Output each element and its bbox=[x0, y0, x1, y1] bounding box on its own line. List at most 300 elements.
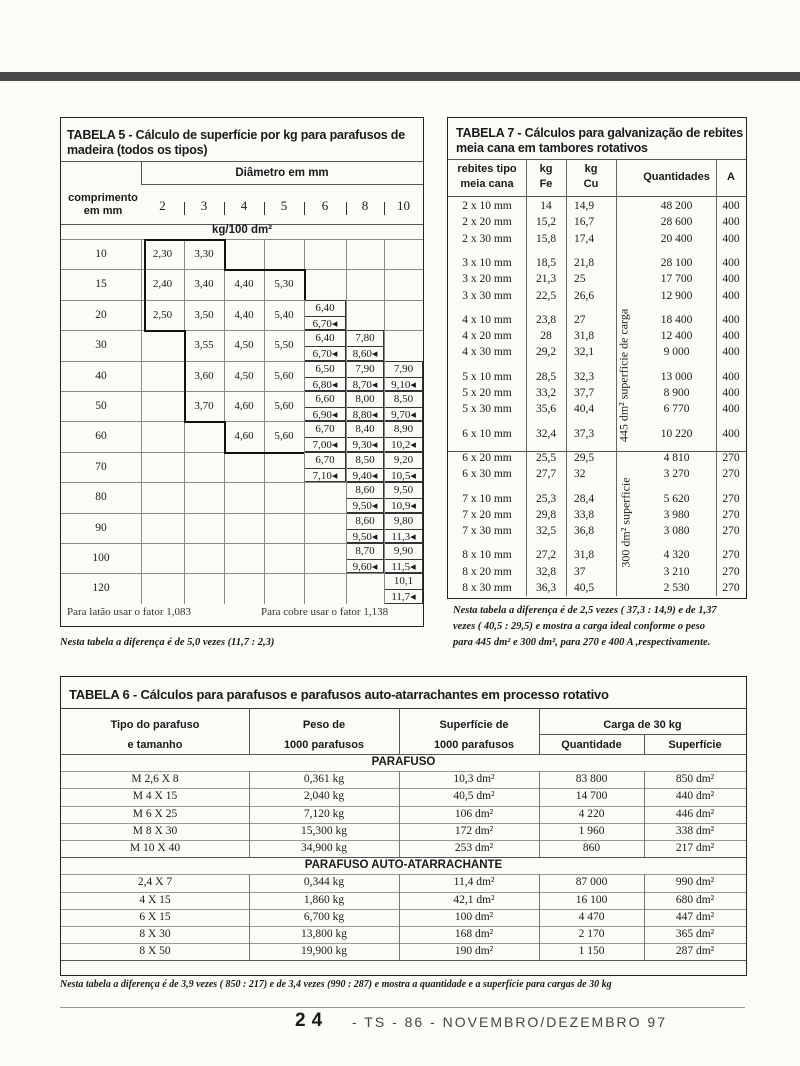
tabela-7-cell: 28,4 bbox=[574, 492, 595, 505]
kg-cell bbox=[346, 421, 384, 451]
tabela-7-cell: 400 bbox=[722, 289, 740, 302]
row-line bbox=[61, 960, 746, 961]
kg-cell bbox=[384, 361, 423, 391]
tabela-7-cell: 4 x 10 mm bbox=[462, 313, 512, 326]
tabela-6-cell: M 2,6 X 8 bbox=[131, 773, 179, 786]
kg-cell: 4,40 bbox=[234, 308, 254, 321]
header-line: kg bbox=[584, 163, 598, 175]
kg-cell-bottom: 10,2◂ bbox=[391, 439, 416, 452]
tabela-6-cell: 1,860 kg bbox=[303, 893, 345, 906]
kg-cell-bottom: 9,40◂ bbox=[352, 469, 378, 482]
tabela-7-cell: 35,6 bbox=[535, 403, 557, 416]
kg-cell: 2,50 bbox=[152, 308, 173, 321]
tabela-6-cell: 365 dm² bbox=[675, 928, 715, 940]
tabela-7-cell: 36,8 bbox=[574, 525, 595, 538]
nota-latao: Para latão usar o fator 1,083 bbox=[67, 606, 192, 618]
tabela-7-cell: 37 bbox=[574, 565, 586, 578]
kg-cell: 4,40 bbox=[234, 278, 254, 291]
kg-cell-bottom: 6,90◂ bbox=[312, 409, 338, 421]
kg-cell bbox=[304, 452, 346, 482]
tabela-6-cell: 4 470 bbox=[578, 910, 605, 923]
header-line: Quantidades bbox=[643, 171, 710, 183]
tabela-7-cell: 7 x 10 mm bbox=[462, 492, 512, 505]
tabela-6-cell: 2 170 bbox=[578, 928, 605, 940]
tabela-7-cell: 37,7 bbox=[574, 387, 595, 399]
tabela-6-cell: 4 X 15 bbox=[139, 893, 171, 906]
kg-cell-top: 8,50 bbox=[347, 453, 383, 469]
tabela-6-cell: 1 150 bbox=[578, 945, 605, 958]
kg-cell: 5,40 bbox=[274, 308, 294, 321]
col-line bbox=[384, 239, 385, 604]
tabela-7-cell: 5 x 10 mm bbox=[462, 370, 512, 383]
tabela-7-row bbox=[448, 491, 746, 507]
kg-cell-top: 9,50 bbox=[385, 483, 422, 499]
tabela-7-cell: 270 bbox=[722, 492, 740, 505]
kg-cell bbox=[346, 513, 384, 543]
kg-cell-top: 8,70 bbox=[347, 544, 383, 560]
tabela-7-cell: 22,5 bbox=[535, 289, 557, 302]
page-number: 24 bbox=[295, 1010, 329, 1031]
tabela-7-body bbox=[448, 198, 746, 596]
kg-cell bbox=[346, 452, 384, 482]
tabela-7-cell: 4 x 30 mm bbox=[462, 346, 512, 359]
tabela-6-cell: 42,1 dm² bbox=[453, 893, 495, 906]
kg-cell bbox=[304, 361, 346, 391]
tabela-6-cell: 0,361 kg bbox=[303, 773, 345, 786]
h-superf: Superfície bbox=[668, 739, 722, 751]
tabela-7-cell: 26,6 bbox=[574, 289, 595, 302]
comprimento-value: 20 bbox=[95, 308, 107, 321]
diametro-sep bbox=[384, 202, 385, 215]
kg-cell: 5,60 bbox=[274, 369, 294, 382]
tabela-7-row bbox=[448, 271, 746, 287]
tabela-6-cell: M 6 X 25 bbox=[132, 807, 178, 820]
tabela-7-cell: 8 900 bbox=[663, 387, 690, 399]
tabela-7-cell: 2 530 bbox=[663, 582, 690, 594]
tabela-7-title-2: meia cana em tambores rotativos bbox=[456, 141, 648, 155]
tabela-7-cell: 400 bbox=[722, 330, 740, 343]
kg-cell bbox=[384, 513, 423, 543]
tabela-7-cell: 3 x 10 mm bbox=[462, 256, 512, 269]
tabela-7-row bbox=[448, 312, 746, 328]
kg-cell: 2,40 bbox=[152, 278, 173, 291]
tabela-6-cell: 8 X 30 bbox=[139, 928, 171, 940]
tabela-5-title-2: madeira (todos os tipos) bbox=[67, 143, 208, 157]
col-line bbox=[539, 874, 540, 960]
comprimento-label: comprimento em mm bbox=[68, 192, 138, 217]
tabela-7-row bbox=[448, 466, 746, 482]
kg-cell-bottom: 9,10◂ bbox=[391, 378, 416, 391]
tabela-6-cell: 4 220 bbox=[578, 807, 605, 820]
tabela-6-body bbox=[61, 754, 746, 969]
tabela-6-cell: 6,700 kg bbox=[303, 910, 345, 923]
kg-cell bbox=[384, 543, 423, 573]
kg-cell-bottom: 11,3◂ bbox=[391, 530, 416, 543]
diametro-sep bbox=[224, 202, 225, 215]
kg-cell: 5,50 bbox=[274, 339, 294, 352]
kg-cell bbox=[384, 391, 423, 421]
kg-cell bbox=[304, 421, 346, 451]
tabela-6-cell: M 8 X 30 bbox=[132, 824, 178, 837]
tabela-7-cell: 6 x 20 mm bbox=[462, 451, 512, 464]
kg-cell: 4,60 bbox=[234, 430, 254, 443]
tabela-7-row bbox=[448, 288, 746, 304]
tabela-7-cell: 12 400 bbox=[660, 330, 693, 343]
tabela-5-rodape: Nesta tabela a diferença é de 5,0 vezes (11,7 : 2,3) bbox=[60, 637, 275, 648]
tabela-6-cell: 13,800 kg bbox=[301, 928, 347, 940]
tabela-6-cell: 19,900 kg bbox=[301, 945, 347, 958]
tabela-7-cell: 400 bbox=[722, 403, 740, 416]
tabela-7-cell: 21,3 bbox=[535, 273, 557, 286]
kg-cell: 5,30 bbox=[274, 278, 294, 291]
tabela-7-row bbox=[448, 369, 746, 385]
step-segment bbox=[144, 239, 224, 241]
tabela-7-cell: 8 x 20 mm bbox=[462, 565, 512, 578]
tabela-6-cell: 217 dm² bbox=[675, 842, 715, 854]
kg-cell bbox=[304, 330, 346, 360]
tabela-7-cell: 36,3 bbox=[535, 582, 557, 594]
kg-cell-bottom: 8,70◂ bbox=[352, 378, 378, 391]
header-line: A bbox=[727, 171, 735, 183]
tabela-7-row bbox=[448, 523, 746, 539]
tabela-7-cell: 17,4 bbox=[574, 232, 595, 245]
tabela-6-cell: 860 bbox=[582, 842, 601, 854]
comprimento-value: 30 bbox=[95, 339, 107, 352]
diametro-value: 4 bbox=[240, 198, 248, 213]
tabela-7-cell: 6 770 bbox=[663, 403, 690, 416]
tabela-7-row bbox=[448, 401, 746, 417]
tabela-7-cell: 7 x 30 mm bbox=[462, 525, 512, 538]
step-segment bbox=[144, 330, 186, 332]
tabela-6-cell: 6 X 15 bbox=[139, 910, 171, 923]
kg-cell-bottom: 8,80◂ bbox=[352, 409, 378, 421]
tabela-7-cell: 27 bbox=[574, 313, 586, 326]
side-label-1: 445 dm² superficie de carga bbox=[616, 308, 631, 443]
tabela-7-cell: 4 810 bbox=[663, 451, 690, 464]
tabela-7-cell: 5 x 30 mm bbox=[462, 403, 512, 416]
diametro-value: 8 bbox=[361, 198, 369, 213]
tabela-7-cell: 7 x 20 mm bbox=[462, 508, 512, 521]
tabela-7-cell: 400 bbox=[722, 346, 740, 359]
tabela-7-header-cell bbox=[634, 170, 719, 185]
tabela-7-cell: 20 400 bbox=[660, 232, 693, 245]
tabela-7-row bbox=[448, 255, 746, 271]
tabela-7-cell: 3 x 30 mm bbox=[462, 289, 512, 302]
kg-cell-bottom: 11,7◂ bbox=[391, 591, 416, 604]
kg-cell bbox=[346, 543, 384, 573]
kg-cell bbox=[384, 452, 423, 482]
tabela-6-cell: M 4 X 15 bbox=[132, 790, 178, 803]
kg-cell: 4,50 bbox=[234, 339, 254, 352]
tabela-7-cell: 16,7 bbox=[574, 216, 595, 229]
h-tipo: Tipo do parafuso e tamanho bbox=[110, 719, 200, 751]
side-label-2: 300 dm² superficie bbox=[618, 477, 633, 568]
tabela-7-row bbox=[448, 198, 746, 214]
tabela-6-cell: 253 dm² bbox=[454, 842, 494, 854]
kg-cell-top: 6,50 bbox=[305, 362, 345, 378]
kg-cell-bottom: 9,60◂ bbox=[352, 561, 378, 573]
kg-cell bbox=[346, 330, 384, 360]
tabela-7 bbox=[447, 117, 747, 599]
tabela-7-row bbox=[448, 344, 746, 360]
tabela-7-cell: 15,2 bbox=[535, 216, 557, 229]
tabela-7-cell: 40,5 bbox=[574, 582, 595, 594]
step-segment bbox=[224, 452, 304, 454]
tabela-7-cell: 400 bbox=[722, 232, 740, 245]
header-line: Cu bbox=[583, 178, 599, 190]
step-segment bbox=[144, 239, 146, 330]
tabela-7-row bbox=[448, 328, 746, 344]
comprimento-value: 10 bbox=[95, 248, 107, 260]
tabela-7-row bbox=[448, 450, 746, 466]
diametro-label: Diâmetro em mm bbox=[235, 167, 329, 179]
tabela-7-cell: 14,9 bbox=[574, 200, 595, 212]
kg-cell-bottom: 9,50◂ bbox=[352, 500, 378, 513]
tabela-7-cell: 32,3 bbox=[574, 370, 595, 383]
tabela-7-cell: 400 bbox=[722, 427, 740, 440]
tabela-7-cell: 2 x 20 mm bbox=[462, 216, 512, 229]
kg-cell-top: 9,20 bbox=[385, 453, 422, 469]
kg-cell-top: 6,40 bbox=[305, 301, 345, 317]
tabela-7-header-cell bbox=[566, 162, 616, 192]
tabela-7-cell: 32 bbox=[574, 468, 586, 481]
comprimento-value: 90 bbox=[95, 521, 107, 534]
step-segment bbox=[184, 421, 226, 423]
header-line: Fe bbox=[539, 178, 553, 190]
tabela-7-cell: 29,8 bbox=[535, 508, 557, 521]
tabela-6-cell: 0,344 kg bbox=[303, 876, 345, 889]
kg-cell-top: 6,40 bbox=[305, 331, 345, 347]
tabela-7-cell: 3 080 bbox=[663, 525, 690, 538]
kg-cell: 3,70 bbox=[194, 400, 214, 412]
tabela-6-cell: 100 dm² bbox=[454, 910, 494, 923]
tabela-7-cell: 31,8 bbox=[574, 549, 595, 562]
top-bar bbox=[0, 72, 800, 81]
kg-cell-top: 7,80 bbox=[347, 331, 383, 347]
col-line bbox=[346, 239, 347, 604]
diametro-value: 5 bbox=[280, 198, 288, 213]
kg-cell bbox=[384, 421, 423, 451]
tabela-7-col-line bbox=[566, 159, 567, 596]
comprimento-value: 80 bbox=[95, 491, 107, 504]
tabela-7-cell: 400 bbox=[722, 273, 740, 286]
kg-cell-top: 8,60 bbox=[347, 483, 383, 499]
comprimento-value: 60 bbox=[95, 430, 107, 443]
kg-cell-bottom: 6,70◂ bbox=[312, 317, 338, 330]
tabela-7-cell: 33,8 bbox=[574, 508, 595, 521]
kg-cell-bottom: 10,5◂ bbox=[391, 469, 416, 482]
tabela-7-cell: 32,1 bbox=[574, 346, 595, 359]
diametro-value: 3 bbox=[200, 198, 208, 213]
kg-cell: 3,50 bbox=[194, 308, 214, 321]
tabela-7-cell: 8 x 10 mm bbox=[462, 549, 512, 562]
kg-cell-top: 8,60 bbox=[347, 514, 383, 530]
kg-cell-top: 10,1 bbox=[385, 574, 422, 590]
col-line bbox=[644, 874, 645, 960]
kg-cell-top: 9,80 bbox=[385, 514, 422, 530]
h-carga: Carga de 30 kg bbox=[603, 719, 682, 731]
tabela-7-cell: 28 100 bbox=[660, 256, 693, 269]
kg-cell: 5,60 bbox=[274, 400, 294, 412]
tabela-7-row bbox=[448, 507, 746, 523]
kg-cell-top: 8,40 bbox=[347, 422, 383, 438]
tabela-6-cell: 34,900 kg bbox=[301, 842, 347, 854]
kg-cell-top: 8,90 bbox=[385, 422, 422, 438]
tabela-7-cell: 400 bbox=[722, 216, 740, 229]
tabela-7-cell: 270 bbox=[722, 582, 740, 594]
tabela-7-title-1: TABELA 7 - Cálculos para galvanização de rebites bbox=[456, 126, 744, 140]
tabela-6-cell: 338 dm² bbox=[675, 824, 715, 837]
tabela-7-cell: 15,8 bbox=[535, 232, 557, 245]
diametro-value: 2 bbox=[159, 198, 166, 213]
tabela-7-cell: 25 bbox=[574, 273, 586, 286]
tabela-7-cell: 3 x 20 mm bbox=[462, 273, 512, 286]
comprimento-value: 120 bbox=[92, 582, 110, 595]
kg-cell bbox=[384, 573, 423, 603]
tabela-7-cell: 48 200 bbox=[660, 200, 693, 212]
tabela-6-cell: 2,040 kg bbox=[303, 790, 345, 803]
tabela-7-cell: 5 620 bbox=[663, 492, 690, 505]
tabela-7-header-cell bbox=[448, 162, 526, 192]
tabela-6-title: TABELA 6 - Cálculos para parafusos e parafusos auto-atarrachantes em processo rotativo bbox=[69, 687, 609, 702]
kg-cell: 3,40 bbox=[194, 278, 214, 291]
tabela-6-cell: 40,5 dm² bbox=[453, 790, 495, 803]
tabela-7-cell: 29,2 bbox=[535, 346, 557, 359]
tabela-7-cell: 32,8 bbox=[535, 565, 557, 578]
tabela-7-cell: 2 x 30 mm bbox=[462, 232, 512, 245]
tabela-7-cell: 29,5 bbox=[574, 451, 595, 464]
kg-cell-top: 7,90 bbox=[385, 362, 422, 378]
tabela-7-col-line bbox=[526, 159, 527, 596]
tabela-7-cell: 25,5 bbox=[535, 451, 557, 464]
tabela-7-cell: 6 x 30 mm bbox=[462, 468, 512, 481]
tabela-7-cell: 21,8 bbox=[574, 256, 595, 269]
tabela-7-cell: 3 980 bbox=[663, 508, 690, 521]
col-line bbox=[399, 771, 400, 857]
kg-cell-top: 7,90 bbox=[347, 362, 383, 378]
tabela-7-cell: 18 400 bbox=[660, 313, 693, 326]
tabela-6-cell: 10,3 dm² bbox=[453, 773, 495, 786]
tabela-7-cell: 400 bbox=[722, 313, 740, 326]
tabela-7-cell: 6 x 10 mm bbox=[462, 427, 512, 440]
step-segment bbox=[224, 239, 226, 269]
kg-cell: 3,30 bbox=[194, 248, 214, 260]
tabela-7-cell: 5 x 20 mm bbox=[462, 387, 512, 399]
header-line: rebites tipo bbox=[457, 163, 517, 175]
step-segment bbox=[184, 330, 186, 421]
tabela-6-cell: 446 dm² bbox=[675, 807, 715, 820]
kg-cell-bottom: 9,50◂ bbox=[352, 530, 378, 543]
tabela-7-header bbox=[448, 162, 746, 194]
col-line bbox=[644, 771, 645, 857]
tabela-7-row bbox=[448, 214, 746, 230]
tabela-7-cell: 400 bbox=[722, 200, 740, 212]
tabela-7-row bbox=[448, 547, 746, 563]
kg-cell bbox=[304, 300, 346, 330]
tabela-7-cell: 28 600 bbox=[660, 216, 693, 229]
kg-cell bbox=[304, 391, 346, 421]
kg-cell-bottom: 10,9◂ bbox=[391, 500, 416, 513]
tabela-7-cell: 23,8 bbox=[535, 313, 557, 326]
tabela-7-row bbox=[448, 231, 746, 247]
tabela-6-cell: 1 960 bbox=[578, 824, 605, 837]
tabela-7-cell: 270 bbox=[722, 565, 740, 578]
tabela-7-col-line bbox=[716, 159, 717, 596]
kg-cell-bottom: 8,60◂ bbox=[352, 348, 378, 361]
tabela-7-cell: 28,5 bbox=[535, 370, 557, 383]
tabela-6-cell: 11,4 dm² bbox=[453, 876, 495, 889]
tabela-7-cell: 32,5 bbox=[535, 525, 557, 538]
kg-cell-top: 9,90 bbox=[385, 544, 422, 560]
tabela-6-cell: 190 dm² bbox=[454, 945, 494, 958]
tabela-6-cell: 83 800 bbox=[575, 773, 608, 786]
kg-cell-top: 6,70 bbox=[305, 453, 345, 469]
col-line bbox=[539, 771, 540, 857]
tabela-7-cell: 9 000 bbox=[663, 346, 690, 359]
step-segment bbox=[224, 421, 226, 451]
kg-cell-bottom: 9,30◂ bbox=[352, 439, 378, 452]
footer-text: - TS - 86 - NOVEMBRO/DEZEMBRO 97 bbox=[352, 1014, 668, 1030]
comprimento-value: 70 bbox=[95, 460, 107, 473]
h-peso: Peso de 1000 parafusos bbox=[283, 719, 365, 751]
kg-cell-bottom: 7,10◂ bbox=[312, 469, 338, 482]
tabela-7-cell: 14 bbox=[540, 200, 552, 212]
tabela-7-cell: 270 bbox=[722, 549, 740, 562]
comprimento-value: 100 bbox=[92, 552, 110, 564]
kg-cell-top: 8,00 bbox=[347, 392, 383, 408]
col-line bbox=[399, 874, 400, 960]
tabela-7-cell: 400 bbox=[722, 256, 740, 269]
tabela-7-cell: 31,8 bbox=[574, 330, 595, 343]
tabela-6-cell: 990 dm² bbox=[675, 876, 715, 889]
step-segment bbox=[304, 269, 306, 299]
tabela-7-cell: 10 220 bbox=[660, 427, 693, 440]
tabela-7-cell: 4 x 20 mm bbox=[462, 330, 512, 343]
tabela-7-cell: 2 x 10 mm bbox=[462, 200, 512, 212]
header-line: kg bbox=[539, 163, 553, 175]
diametro-sep bbox=[346, 202, 347, 215]
tabela-7-cell: 270 bbox=[722, 468, 740, 481]
kg-cell-bottom: 6,70◂ bbox=[312, 348, 338, 361]
tabela-7-col-line bbox=[616, 159, 617, 596]
kg-cell-top: 6,70 bbox=[305, 422, 345, 438]
h-superficie: Superfície de 1000 parafusos bbox=[433, 719, 515, 751]
header-line: meia cana bbox=[460, 178, 514, 190]
diametro-value: 6 bbox=[321, 198, 329, 213]
comprimento-value: 50 bbox=[95, 400, 107, 412]
tabela-7-cell: 4 320 bbox=[663, 549, 690, 562]
tabela-7-cell: 18,5 bbox=[535, 256, 557, 269]
h-quantidade: Quantidade bbox=[561, 739, 622, 751]
tabela-7-cell: 8 x 30 mm bbox=[462, 582, 512, 594]
tabela-6-cell: 287 dm² bbox=[675, 945, 715, 958]
nota-cobre: Para cobre usar o fator 1,138 bbox=[261, 606, 389, 618]
diametro-sep bbox=[264, 202, 265, 215]
kg-cell: 4,50 bbox=[234, 369, 254, 382]
tabela-6-cell: 850 dm² bbox=[675, 773, 715, 786]
tabela-7-cell: 400 bbox=[722, 387, 740, 399]
tabela-6-cell: 168 dm² bbox=[454, 928, 494, 940]
tabela-7-cell: 28 bbox=[540, 330, 552, 343]
tabela-7-cell: 27,2 bbox=[535, 549, 557, 562]
tabela-7-cell: 270 bbox=[722, 525, 740, 538]
diametro-sep bbox=[304, 202, 305, 215]
col-line bbox=[141, 239, 142, 604]
unit-label: kg/100 dm² bbox=[211, 224, 273, 236]
tabela-7-cell: 32,4 bbox=[535, 427, 557, 440]
tabela-6-cell: M 10 X 40 bbox=[129, 842, 181, 854]
diametros-row bbox=[141, 198, 423, 218]
